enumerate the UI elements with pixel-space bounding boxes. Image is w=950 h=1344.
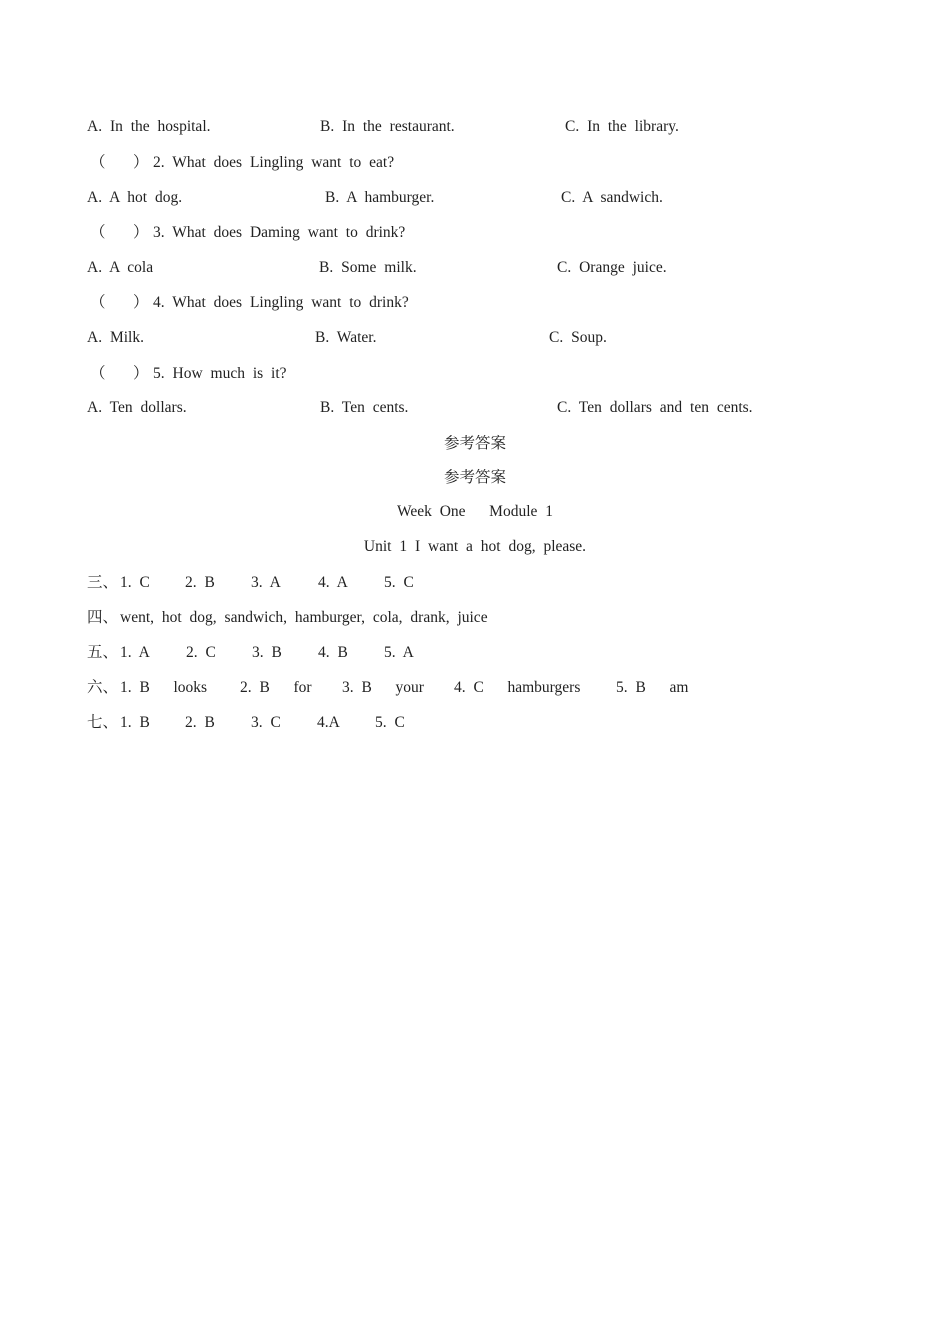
question-text: 3. What does Daming want to drink? — [153, 224, 406, 241]
question-1-options — [0, 116, 950, 138]
answer-blank-close: ） — [133, 224, 149, 241]
answer-blank-open: （ — [90, 365, 106, 382]
answer-blank-open: （ — [90, 224, 106, 241]
answer-item: 4. A — [318, 574, 348, 591]
option-a: A. A hot dog. — [87, 189, 183, 206]
option-b: B. Ten cents. — [320, 399, 409, 416]
question-2-options — [0, 187, 950, 209]
option-a: A. Ten dollars. — [87, 399, 187, 416]
answer-key-heading: 参考答案 — [443, 435, 506, 452]
answer-item: 5. A — [384, 644, 414, 661]
answer-blank-open: （ — [90, 154, 106, 171]
section-label: 七、 — [87, 714, 119, 731]
option-b: B. In the restaurant. — [320, 118, 455, 135]
answer-item: 1. C — [120, 574, 150, 591]
answer-section-6 — [0, 677, 950, 699]
answer-item: 2. B — [185, 574, 215, 591]
answer-item: 3. A — [251, 574, 281, 591]
answer-item: 2. B for — [240, 679, 312, 696]
section-label: 四、 — [87, 609, 119, 626]
option-c: C. Orange juice. — [557, 259, 667, 276]
question-text: 2. What does Lingling want to eat? — [153, 154, 395, 171]
option-c: C. Soup. — [549, 329, 607, 346]
option-b: B. Some milk. — [319, 259, 417, 276]
question-2 — [0, 152, 950, 174]
answer-blank-open: （ — [90, 294, 106, 311]
answer-section-3 — [0, 572, 950, 594]
answer-item: 3. B — [252, 644, 282, 661]
option-a: A. A cola — [87, 259, 154, 276]
answer-item: 2. B — [185, 714, 215, 731]
option-c: C. Ten dollars and ten cents. — [557, 399, 753, 416]
week-module-title: Week One Module 1 — [396, 503, 554, 520]
answer-item: 4.A — [317, 714, 340, 731]
answer-blank-close: ） — [133, 365, 149, 382]
answer-item: 5. B am — [616, 679, 689, 696]
question-3 — [0, 222, 950, 244]
question-4 — [0, 292, 950, 314]
unit-title: Unit 1 I want a hot dog, please. — [363, 538, 587, 555]
answer-section-5 — [0, 642, 950, 664]
answer-blank-close: ） — [133, 294, 149, 311]
answer-item: 5. C — [384, 574, 414, 591]
section-label: 六、 — [87, 679, 119, 696]
option-c: C. In the library. — [565, 118, 679, 135]
option-a: A. In the hospital. — [87, 118, 211, 135]
option-b: B. Water. — [315, 329, 377, 346]
section-label: 三、 — [87, 574, 119, 591]
answer-item: 1. A — [120, 644, 150, 661]
question-4-options — [0, 327, 950, 349]
answer-key-heading-repeat: 参考答案 — [443, 469, 506, 486]
question-5 — [0, 363, 950, 385]
answer-item: 4. B — [318, 644, 348, 661]
answer-words: went, hot dog, sandwich, hamburger, cola, drank, juice — [120, 609, 488, 626]
option-a: A. Milk. — [87, 329, 144, 346]
answer-item: 1. B looks — [120, 679, 208, 696]
answer-item: 1. B — [120, 714, 150, 731]
answer-item: 3. B your — [342, 679, 424, 696]
answer-item: 4. C hamburgers — [454, 679, 581, 696]
answer-section-7 — [0, 712, 950, 734]
section-label: 五、 — [87, 644, 119, 661]
option-c: C. A sandwich. — [561, 189, 663, 206]
question-5-options — [0, 397, 950, 419]
answer-section-4 — [0, 607, 950, 629]
question-text: 5. How much is it? — [153, 365, 287, 382]
answer-item: 2. C — [186, 644, 216, 661]
answer-blank-close: ） — [133, 154, 149, 171]
question-3-options — [0, 257, 950, 279]
option-b: B. A hamburger. — [325, 189, 435, 206]
answer-item: 3. C — [251, 714, 281, 731]
answer-item: 5. C — [375, 714, 405, 731]
question-text: 4. What does Lingling want to drink? — [153, 294, 409, 311]
